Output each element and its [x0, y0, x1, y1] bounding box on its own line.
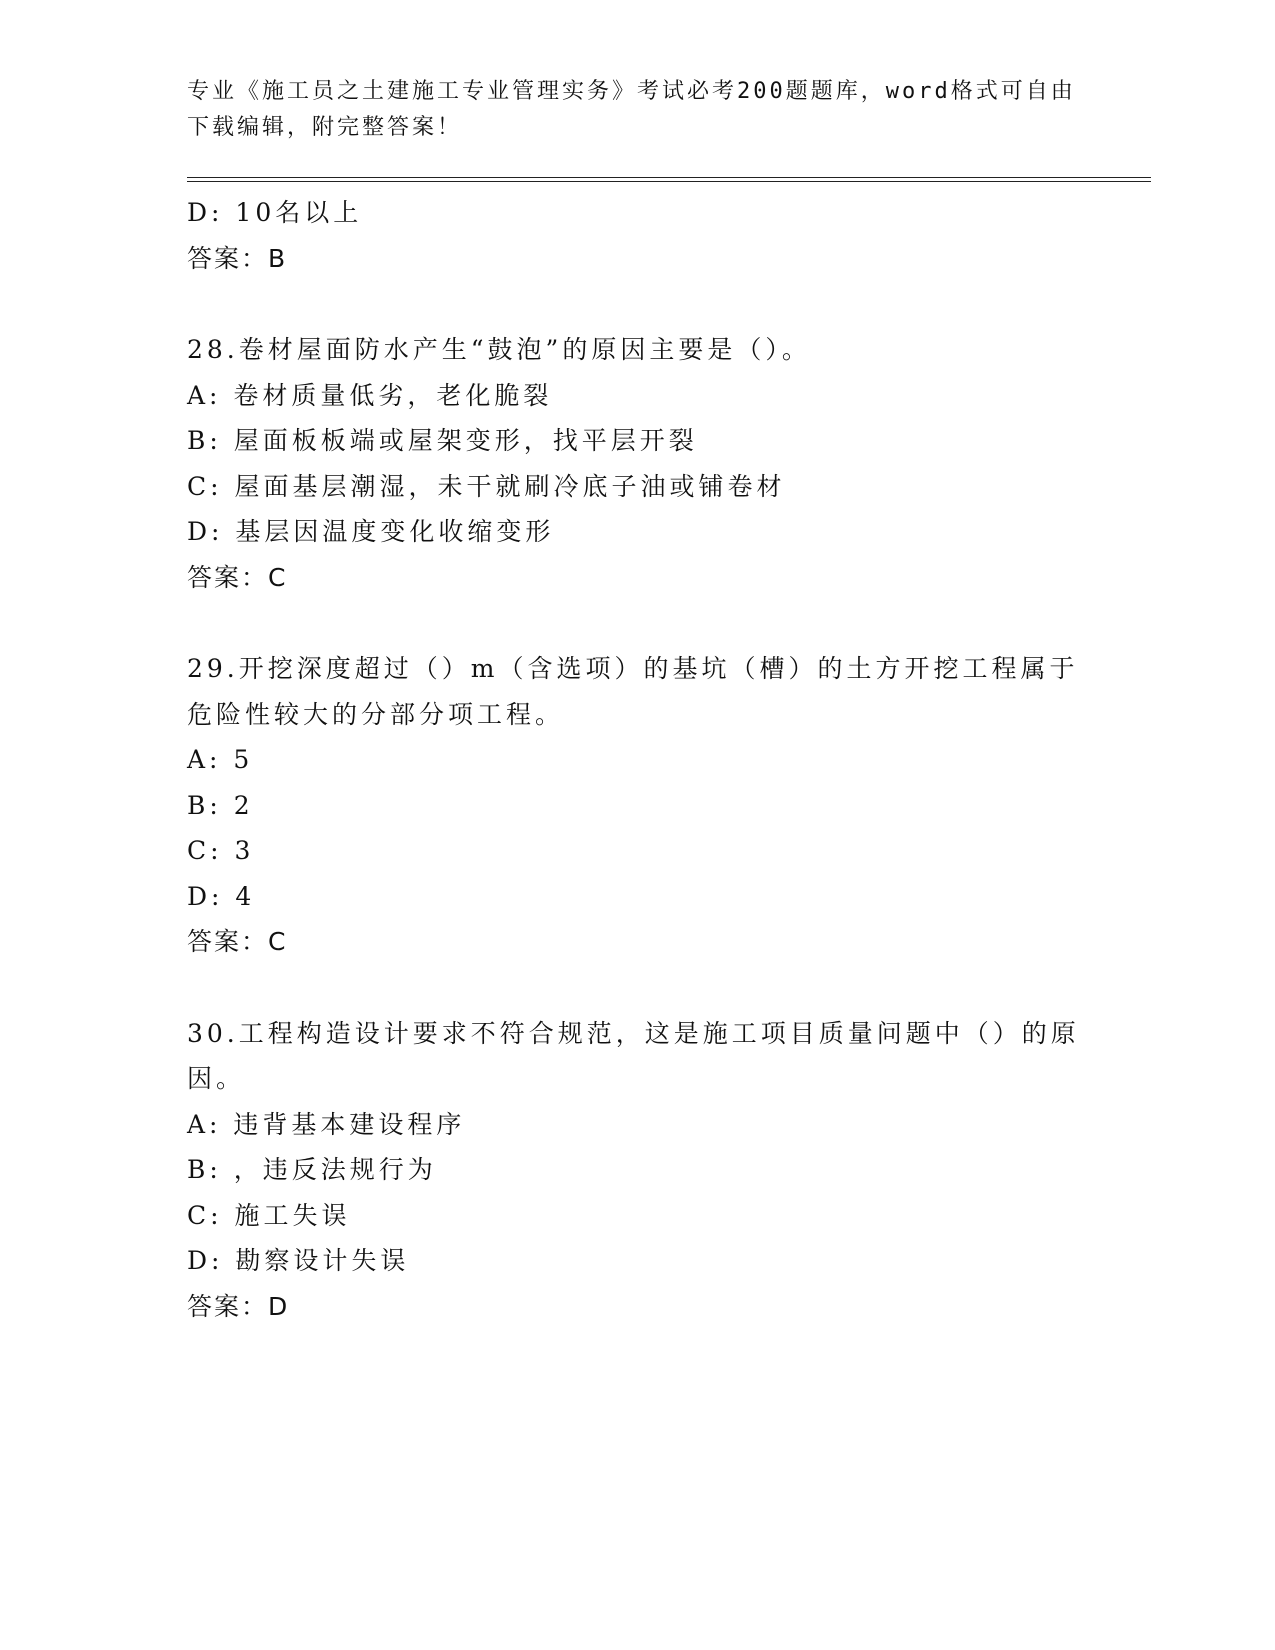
option-d: D: 4: [187, 881, 256, 911]
option-a: A: 5: [187, 745, 254, 774]
spacer: [187, 965, 1087, 1011]
spacer: [187, 281, 1087, 327]
spacer: [187, 600, 1087, 646]
question-stem-continued: 因。: [187, 1064, 246, 1093]
answer: 答案：B: [187, 243, 288, 273]
question-stem: 28.卷材屋面防水产生“鼓泡”的原因主要是（）。: [187, 335, 811, 364]
question-list: [187, 190, 1087, 1329]
header-rule-bottom: [187, 181, 1151, 182]
option-b: B: 屋面板板端或屋架变形，找平层开裂: [187, 426, 698, 455]
option-d: D: 基层因温度变化收缩变形: [187, 517, 555, 546]
question-28: [187, 327, 1087, 600]
answer: 答案：C: [187, 562, 288, 592]
header-line-2: 下载编辑，附完整答案！: [187, 115, 463, 140]
answer: 答案：C: [187, 927, 288, 956]
question-29: [187, 646, 1087, 965]
option-b: B: ，违反法规行为: [187, 1155, 437, 1184]
header-line-1: 专业《施工员之土建施工专业管理实务》考试必考200题题库，word格式可自由: [187, 79, 1076, 104]
answer: 答案：D: [187, 1291, 290, 1321]
header-rule-top: [187, 177, 1151, 178]
question-30: [187, 1011, 1087, 1330]
question-stem-continued: 危险性较大的分部分项工程。: [187, 699, 565, 729]
option-d: D: 勘察设计失误: [187, 1246, 410, 1275]
option-b: B: 2: [187, 790, 254, 820]
option-a: A: 违背基本建设程序: [187, 1109, 466, 1139]
document-header: [187, 74, 1087, 146]
option-c: C: 施工失误: [187, 1200, 351, 1230]
previous-question-tail: [187, 190, 1087, 281]
option-a: A: 卷材质量低劣，老化脆裂: [187, 380, 553, 410]
question-stem: 29.开挖深度超过（）m（含选项）的基坑（槽）的土方开挖工程属于: [187, 654, 1079, 683]
question-stem: 30.工程构造设计要求不符合规范，这是施工项目质量问题中（）的原: [187, 1018, 1080, 1048]
option-c: C: 屋面基层潮湿，未干就刷冷底子油或铺卷材: [187, 471, 786, 501]
option-d: D: 10名以上: [187, 198, 363, 227]
option-c: C: 3: [187, 836, 255, 865]
